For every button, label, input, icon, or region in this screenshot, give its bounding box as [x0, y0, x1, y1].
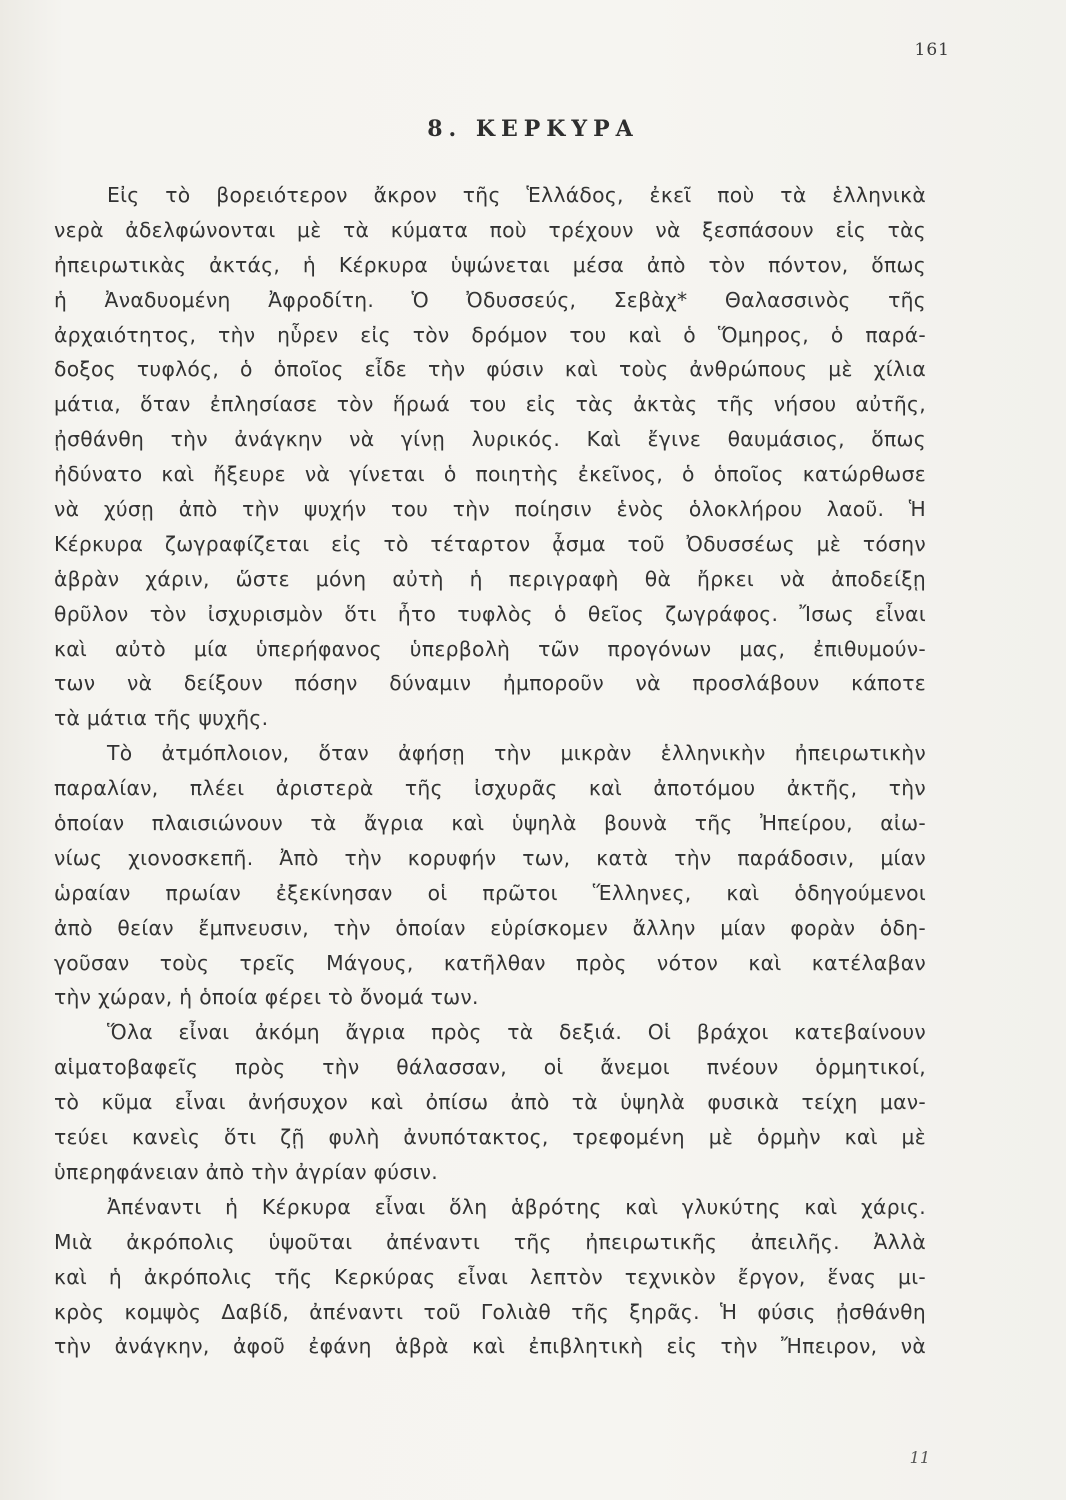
- text-line: τὴν ἀνάγκην, ἀφοῦ ἐφάνη ἁβρὰ καὶ ἐπιβλητικὴ εἰς τὴν Ἤπειρον, νὰ: [54, 1334, 926, 1359]
- text-line: ἠδύνατο καὶ ἤξευρε νὰ γίνεται ὁ ποιητὴς ἐκεῖνος, ὁ ὁποῖος κατώρθωσε: [54, 462, 926, 487]
- text-line: ἠπειρωτικὰς ἀκτάς, ἡ Κέρκυρα ὑψώνεται μέσα ἀπὸ τὸν πόντον, ὅπως: [54, 252, 926, 277]
- paragraph-3: [54, 1015, 926, 1189]
- text-line: παραλίαν, πλέει ἀριστερὰ τῆς ἰσχυρᾶς καὶ ἀποτόμου ἀκτῆς, τὴν: [54, 776, 926, 801]
- text-line: τὰ μάτια τῆς ψυχῆς.: [54, 706, 269, 731]
- text-line: ἡ Ἀναδυομένη Ἀφροδίτη. Ὁ Ὀδυσσεύς, Σεβὰχ* Θαλασσινὸς τῆς: [54, 287, 926, 312]
- text-line: τὴν χώραν, ἡ ὁποία φέρει τὸ ὄνομά των.: [54, 985, 479, 1010]
- text-line: αἱματοβαφεῖς πρὸς τὴν θάλασσαν, οἱ ἄνεμοι πνέουν ὁρμητικοί,: [54, 1055, 926, 1080]
- text-line: ὑπερηφάνειαν ἀπὸ τὴν ἀγρίαν φύσιν.: [54, 1159, 439, 1184]
- text-line: γοῦσαν τοὺς τρεῖς Μάγους, κατῆλθαν πρὸς νότον καὶ κατέλαβαν: [54, 950, 926, 975]
- text-line: δοξος τυφλός, ὁ ὁποῖος εἶδε τὴν φύσιν καὶ τοὺς ἀνθρώπους μὲ χίλια: [54, 357, 926, 382]
- paragraph-4: [54, 1190, 926, 1364]
- text-line: ἁβρὰν χάριν, ὥστε μόνη αὐτὴ ἡ περιγραφὴ θὰ ἤρκει νὰ ἀποδείξῃ: [54, 566, 926, 591]
- text-line: τεύει κανεὶς ὅτι ζῇ φυλὴ ἀνυπότακτος, τρεφομένη μὲ ὁρμὴν καὶ μὲ: [54, 1125, 926, 1150]
- text-line: τὸ κῦμα εἶναι ἀνήσυχον καὶ ὀπίσω ἀπὸ τὰ ὑψηλὰ φυσικὰ τείχη μαν-: [54, 1090, 926, 1115]
- text-line: ὡραίαν πρωίαν ἐξεκίνησαν οἱ πρῶτοι Ἕλληνες, καὶ ὁδηγούμενοι: [54, 880, 926, 905]
- text-line: Ὅλα εἶναι ἀκόμη ἄγρια πρὸς τὰ δεξιά. Οἱ βράχοι κατεβαίνουν: [107, 1020, 926, 1045]
- text-line: καὶ ἡ ἀκρόπολις τῆς Κερκύρας εἶναι λεπτὸν τεχνικὸν ἔργον, ἕνας μι-: [54, 1264, 926, 1289]
- text-line: θρῦλον τὸν ἰσχυρισμὸν ὅτι ἦτο τυφλὸς ὁ θεῖος ζωγράφος. Ἴσως εἶναι: [54, 601, 926, 626]
- page-number: 161: [914, 40, 950, 60]
- text-line: καὶ αὐτὸ μία ὑπερήφανος ὑπερβολὴ τῶν προγόνων μας, ἐπιθυμούν-: [54, 636, 926, 661]
- signature-mark: 11: [909, 1448, 930, 1467]
- text-line: ἀπὸ θείαν ἔμπνευσιν, τὴν ὁποίαν εὑρίσκομεν ἄλλην μίαν φορὰν ὁδη-: [54, 915, 926, 940]
- text-line: ὁποίαν πλαισιώνουν τὰ ἄγρια καὶ ὑψηλὰ βουνὰ τῆς Ἠπείρου, αἰω-: [54, 811, 926, 836]
- text-line: νερὰ ἀδελφώνονται μὲ τὰ κύματα ποὺ τρέχουν νὰ ξεσπάσουν εἰς τὰς: [54, 217, 926, 242]
- text-line: των νὰ δείξουν πόσην δύναμιν ἠμποροῦν νὰ προσλάβουν κάποτε: [54, 671, 926, 696]
- text-line: Μιὰ ἀκρόπολις ὑψοῦται ἀπέναντι τῆς ἠπειρωτικῆς ἀπειλῆς. Ἀλλὰ: [54, 1229, 926, 1254]
- text-line: ἀρχαιότητος, τὴν ηὗρεν εἰς τὸν δρόμον του καὶ ὁ Ὅμηρος, ὁ παρά-: [54, 322, 926, 347]
- body-text: [54, 178, 926, 1364]
- paragraph-1: [54, 178, 926, 736]
- text-line: ᾐσθάνθη τὴν ἀνάγκην νὰ γίνῃ λυρικός. Καὶ ἔγινε θαυμάσιος, ὅπως: [54, 427, 926, 452]
- text-line: μάτια, ὅταν ἐπλησίασε τὸν ἥρωά του εἰς τὰς ἀκτὰς τῆς νήσου αὐτῆς,: [54, 392, 926, 417]
- text-line: νὰ χύσῃ ἀπὸ τὴν ψυχήν του τὴν ποίησιν ἑνὸς ὁλοκλήρου λαοῦ. Ἡ: [54, 497, 926, 522]
- text-line: νίως χιονοσκεπῆ. Ἀπὸ τὴν κορυφήν των, κατὰ τὴν παράδοσιν, μίαν: [54, 845, 926, 870]
- text-line: Κέρκυρα ζωγραφίζεται εἰς τὸ τέταρτον ᾆσμα τοῦ Ὀδυσσέως μὲ τόσην: [54, 531, 926, 556]
- text-line: Εἰς τὸ βορειότερον ἄκρον τῆς Ἑλλάδος, ἐκεῖ ποὺ τὰ ἑλληνικὰ: [107, 183, 926, 207]
- chapter-title: 8. ΚΕΡΚΥΡΑ: [427, 116, 639, 142]
- text-line: Τὸ ἀτμόπλοιον, ὅταν ἀφήσῃ τὴν μικρὰν ἑλληνικὴν ἠπειρωτικὴν: [107, 741, 926, 766]
- paragraph-2: [54, 736, 926, 1015]
- text-line: κρὸς κομψὸς Δαβίδ, ἀπέναντι τοῦ Γολιὰθ τῆς ξηρᾶς. Ἡ φύσις ᾐσθάνθη: [54, 1299, 926, 1324]
- text-line: Ἀπέναντι ἡ Κέρκυρα εἶναι ὅλη ἁβρότης καὶ γλυκύτης καὶ χάρις.: [107, 1194, 926, 1219]
